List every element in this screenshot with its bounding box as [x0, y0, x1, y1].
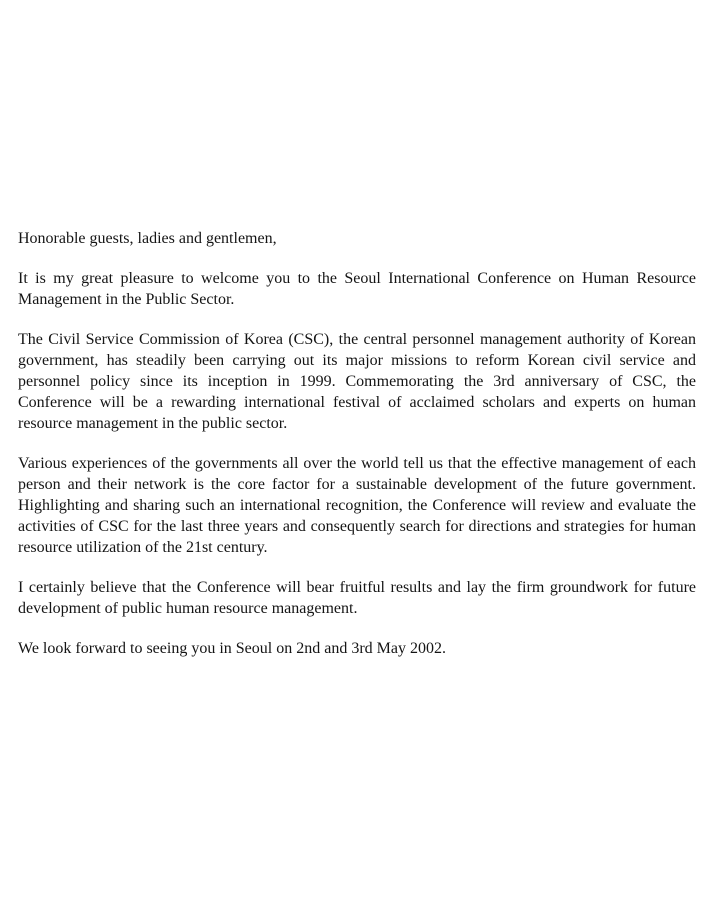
paragraph-welcome: It is my great pleasure to welcome you to the Seoul International Conference on Human Resource Management in the Public Sector.: [18, 270, 696, 308]
paragraph-belief: I certainly believe that the Conference will bear fruitful results and lay the firm groundwork for future development of public human resource management.: [18, 579, 696, 617]
paragraph-csc-overview: The Civil Service Commission of Korea (CSC), the central personnel management authority of Korean government, has steadily been carrying out its major missions to reform Korean civil service and personnel policy since its inception in 1999. Commemorating the 3rd anniversary of CSC, the Conference will be a rewarding international festival of acclaimed scholars and experts on human resource management in the public sector.: [18, 331, 696, 432]
paragraph-closing: We look forward to seeing you in Seoul on 2nd and 3rd May 2002.: [18, 640, 446, 657]
paragraph-global-experiences: Various experiences of the governments all over the world tell us that the effective management of each person and their network is the core factor for a sustainable development of the future government. Highlighting and sharing such an international recognition, the Conference will review and evaluate the activities of CSC for the last three years and consequently search for directions and strategies for human resource utilization of the 21st century.: [18, 455, 696, 556]
welcome-letter: [18, 228, 696, 678]
letter-salutation: Honorable guests, ladies and gentlemen,: [18, 230, 277, 247]
